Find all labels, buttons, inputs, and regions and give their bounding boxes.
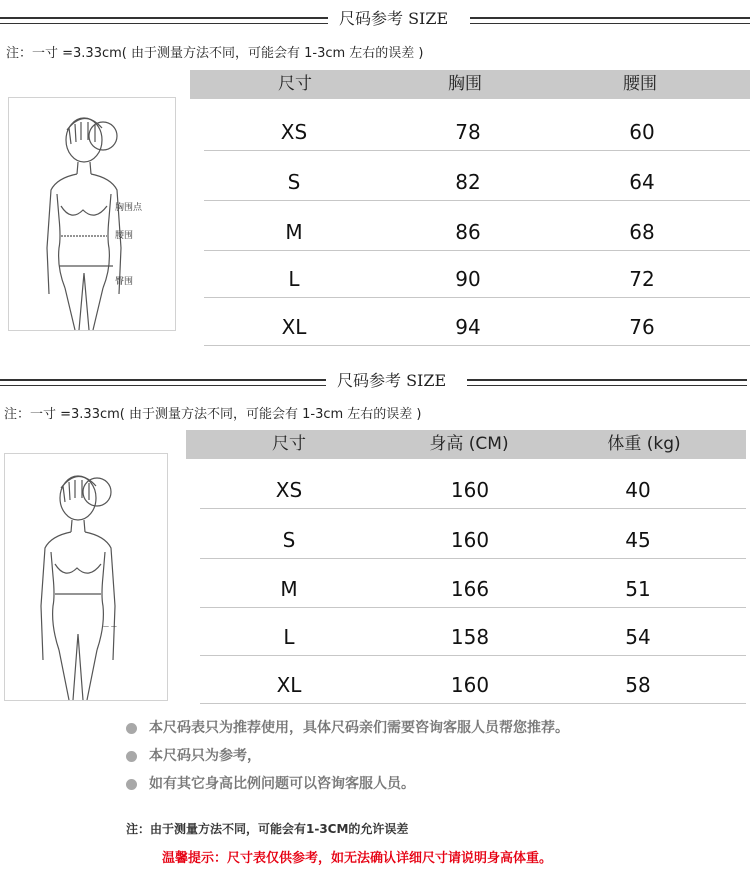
cell-value: 40: [625, 478, 651, 502]
row-divider: [200, 703, 746, 704]
measurement-note: 注：一寸 =3.33cm( 由于测量方法不同，可能会有 1-3cm 左右的误差 ): [4, 407, 422, 422]
cell-value: 72: [629, 267, 655, 291]
row-divider: [204, 297, 750, 298]
measurement-note: 注：一寸 =3.33cm( 由于测量方法不同，可能会有 1-3cm 左右的误差 ): [6, 46, 424, 61]
cell-value: 94: [455, 315, 481, 339]
cell-value: 76: [629, 315, 655, 339]
cell-value: 58: [625, 673, 651, 697]
figure-label-chest: 胸围点: [115, 203, 143, 213]
header-size: 尺寸: [272, 434, 306, 454]
cell-value: 166: [450, 577, 490, 601]
cell-size: S: [287, 170, 301, 194]
row-divider: [200, 558, 746, 559]
cell-value: 64: [629, 170, 655, 194]
cell-size: M: [280, 577, 298, 601]
cell-value: 45: [625, 528, 651, 552]
table-header: [190, 70, 750, 99]
cell-value: 158: [450, 625, 490, 649]
body-figure: [4, 453, 168, 701]
figure-label-hip: 臀围: [115, 277, 134, 287]
cell-size: L: [283, 625, 295, 649]
figure-label-waist: 腰围: [115, 231, 134, 241]
cell-value: 60: [629, 120, 655, 144]
row-divider: [200, 607, 746, 608]
cell-value: 90: [455, 267, 481, 291]
row-divider: [204, 200, 750, 201]
title-rule-right: [467, 379, 747, 386]
cell-value: 82: [455, 170, 481, 194]
section-title: 尺码参考 SIZE: [337, 371, 447, 390]
title-rule-left: [0, 379, 326, 386]
section-title-row: [0, 370, 750, 392]
list-item-text: 本尺码表只为推荐使用，具体尺码亲们需要咨询客服人员帮您推荐。: [149, 720, 569, 736]
cell-size: XS: [275, 478, 303, 502]
figure-drawing: [9, 98, 175, 330]
cell-value: 160: [450, 478, 490, 502]
cell-value: 54: [625, 625, 651, 649]
size-table-height-weight: [186, 430, 746, 705]
row-divider: [204, 345, 750, 346]
row-divider: [204, 150, 750, 151]
body-measurement-figure: [8, 97, 176, 331]
bullet-dot-icon: [126, 751, 137, 762]
cell-value: 160: [450, 528, 490, 552]
section-title-row: [0, 8, 750, 30]
size-chart-section-measurements: [0, 0, 750, 350]
bullet-dot-icon: [126, 779, 137, 790]
table-header: [186, 430, 746, 459]
header-height: 身高 (CM): [429, 434, 509, 454]
footer-warning: 温馨提示：尺寸表仅供参考，如无法确认详细尺寸请说明身高体重。: [162, 851, 553, 866]
row-divider: [200, 655, 746, 656]
cell-size: XS: [280, 120, 308, 144]
figure-mark: — —: [103, 623, 117, 630]
figure-drawing: [5, 454, 167, 700]
cell-size: XL: [276, 673, 302, 697]
header-waist: 腰围: [623, 74, 657, 94]
cell-value: 78: [455, 120, 481, 144]
header-weight: 体重 (kg): [607, 434, 681, 454]
title-rule-right: [470, 17, 750, 24]
header-chest: 胸围: [448, 74, 482, 94]
row-divider: [204, 250, 750, 251]
cell-value: 51: [625, 577, 651, 601]
header-size: 尺寸: [278, 74, 312, 94]
cell-value: 68: [629, 220, 655, 244]
title-rule-left: [0, 17, 328, 24]
footer-note: 注：由于测量方法不同，可能会有1-3CM的允许误差: [126, 822, 409, 836]
cell-size: XL: [281, 315, 307, 339]
section-title: 尺码参考 SIZE: [339, 9, 449, 28]
size-table-measurements: [190, 70, 750, 345]
size-chart-section-height-weight: [0, 362, 750, 712]
cell-size: S: [282, 528, 296, 552]
cell-size: L: [288, 267, 300, 291]
bullet-dot-icon: [126, 723, 137, 734]
cell-value: 86: [455, 220, 481, 244]
cell-size: M: [285, 220, 303, 244]
list-item-text: 如有其它身高比例问题可以咨询客服人员。: [149, 776, 415, 792]
row-divider: [200, 508, 746, 509]
list-item-text: 本尺码只为参考，: [149, 748, 261, 764]
cell-value: 160: [450, 673, 490, 697]
